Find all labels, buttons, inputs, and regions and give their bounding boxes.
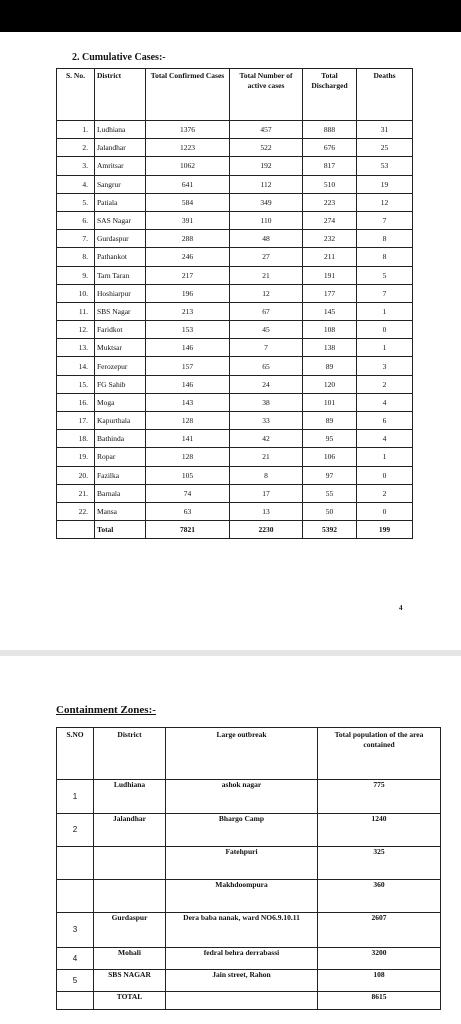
cell-discharged: 817	[303, 157, 357, 175]
cell-discharged: 95	[303, 430, 357, 448]
table-header-row	[57, 69, 413, 121]
cell-active: 67	[230, 302, 303, 320]
cell-confirmed: 1223	[146, 139, 230, 157]
cell-outbreak: Jain street, Rahon	[166, 970, 318, 992]
cell-sno: 11.	[57, 302, 95, 320]
cell-sno: 3	[57, 913, 94, 948]
cell-confirmed: 196	[146, 284, 230, 302]
cell-confirmed: 153	[146, 321, 230, 339]
cell-district: Gurdaspur	[94, 913, 166, 948]
table-row	[57, 393, 413, 411]
table-row	[57, 157, 413, 175]
top-black-bar	[0, 0, 461, 32]
cell-discharged: 211	[303, 248, 357, 266]
cell-district: Tarn Taran	[95, 266, 146, 284]
cell-sno: 4.	[57, 175, 95, 193]
list-item	[57, 847, 441, 880]
list-item	[57, 880, 441, 913]
cell-deaths: 0	[357, 321, 413, 339]
cell-district: Patiala	[95, 193, 146, 211]
cell-confirmed: 584	[146, 193, 230, 211]
cell-district	[94, 847, 166, 880]
cell-active: 349	[230, 193, 303, 211]
cell-deaths: 7	[357, 284, 413, 302]
table-row	[57, 193, 413, 211]
cell-district: Kapurthala	[95, 412, 146, 430]
table-row	[57, 466, 413, 484]
list-item	[57, 780, 441, 814]
cell-confirmed: 141	[146, 430, 230, 448]
total-active: 2230	[230, 521, 303, 539]
cell-deaths: 2	[357, 484, 413, 502]
cell-outbreak: Makhdoompura	[166, 880, 318, 913]
header-district: District	[94, 728, 166, 780]
cell-confirmed: 217	[146, 266, 230, 284]
cell-confirmed: 246	[146, 248, 230, 266]
cell-discharged: 120	[303, 375, 357, 393]
cell-sno: 1	[57, 780, 94, 814]
containment-total-row	[57, 992, 441, 1010]
cell-district: Jalandhar	[95, 139, 146, 157]
containment-header-row	[57, 728, 441, 780]
cell-confirmed: 391	[146, 211, 230, 229]
cell-sno: 5	[57, 970, 94, 992]
cell-sno: 17.	[57, 412, 95, 430]
table-row	[57, 339, 413, 357]
cell-sno: 22.	[57, 502, 95, 520]
cell-active: 21	[230, 448, 303, 466]
header-population: Total population of the area contained	[318, 728, 441, 780]
cell-deaths: 19	[357, 175, 413, 193]
cell-discharged: 191	[303, 266, 357, 284]
cell-deaths: 1	[357, 339, 413, 357]
total-deaths: 199	[357, 521, 413, 539]
cell-district: Barnala	[95, 484, 146, 502]
containment-total-label: TOTAL	[94, 992, 166, 1010]
cell-deaths: 8	[357, 248, 413, 266]
cell-sno: 6.	[57, 211, 95, 229]
cell-district: Jalandhar	[94, 814, 166, 847]
cell-district: Faridkot	[95, 321, 146, 339]
cell-district: Fazilka	[95, 466, 146, 484]
total-discharged: 5392	[303, 521, 357, 539]
total-row	[57, 521, 413, 539]
table-row	[57, 211, 413, 229]
cell-deaths: 8	[357, 230, 413, 248]
cell-confirmed: 128	[146, 448, 230, 466]
cell-confirmed: 63	[146, 502, 230, 520]
list-item	[57, 913, 441, 948]
cell-district: Ludhiana	[94, 780, 166, 814]
table-row	[57, 121, 413, 139]
cell-population: 325	[318, 847, 441, 880]
table-row	[57, 266, 413, 284]
cell-active: 33	[230, 412, 303, 430]
cell-deaths: 6	[357, 412, 413, 430]
cell-discharged: 50	[303, 502, 357, 520]
header-deaths: Deaths	[357, 69, 413, 121]
containment-total-value: 8615	[318, 992, 441, 1010]
cell-district: Amritsar	[95, 157, 146, 175]
cell-district: Pathankot	[95, 248, 146, 266]
cell-discharged: 89	[303, 357, 357, 375]
cell-confirmed: 1376	[146, 121, 230, 139]
cell-population: 2607	[318, 913, 441, 948]
cell-active: 457	[230, 121, 303, 139]
cell-active: 48	[230, 230, 303, 248]
cell-discharged: 106	[303, 448, 357, 466]
header-district: District	[95, 69, 146, 121]
containment-zones-table	[56, 727, 441, 1010]
cell-sno: 1.	[57, 121, 95, 139]
cell-district: Ropar	[95, 448, 146, 466]
cell-confirmed: 146	[146, 339, 230, 357]
cell-sno: 7.	[57, 230, 95, 248]
cell-confirmed: 74	[146, 484, 230, 502]
cell-sno: 8.	[57, 248, 95, 266]
cell-sno: 12.	[57, 321, 95, 339]
cell-discharged: 89	[303, 412, 357, 430]
cell-deaths: 0	[357, 502, 413, 520]
cell-deaths: 4	[357, 393, 413, 411]
table-row	[57, 248, 413, 266]
table-row	[57, 502, 413, 520]
cell-active: 42	[230, 430, 303, 448]
table-row	[57, 321, 413, 339]
cell-district: Mansa	[95, 502, 146, 520]
cell-active: 27	[230, 248, 303, 266]
list-item	[57, 970, 441, 992]
total-confirmed: 7821	[146, 521, 230, 539]
cell-district: Moga	[95, 393, 146, 411]
cell-sno	[57, 880, 94, 913]
cell-population: 1240	[318, 814, 441, 847]
header-outbreak: Large outbreak	[166, 728, 318, 780]
table-row	[57, 139, 413, 157]
cell-active: 17	[230, 484, 303, 502]
cell-district: Hoshiarpur	[95, 284, 146, 302]
cumulative-cases-table	[56, 68, 413, 539]
cell-sno: 18.	[57, 430, 95, 448]
cell-discharged: 138	[303, 339, 357, 357]
cell-active: 192	[230, 157, 303, 175]
header-active: Total Number of active cases	[230, 69, 303, 121]
cell-district: SAS Nagar	[95, 211, 146, 229]
cell-discharged: 676	[303, 139, 357, 157]
cell-deaths: 1	[357, 302, 413, 320]
cell-sno: 13.	[57, 339, 95, 357]
cell-deaths: 53	[357, 157, 413, 175]
cell-district: Gurdaspur	[95, 230, 146, 248]
cell-sno	[57, 847, 94, 880]
table-row	[57, 430, 413, 448]
cell-sno: 4	[57, 948, 94, 970]
cell-discharged: 55	[303, 484, 357, 502]
cell-discharged: 223	[303, 193, 357, 211]
cell-outbreak: Bhargo Camp	[166, 814, 318, 847]
cell-outbreak: ashok nagar	[166, 780, 318, 814]
cell-district: Sangrur	[95, 175, 146, 193]
table-row	[57, 284, 413, 302]
cell-outbreak: fedral behra derrabassi	[166, 948, 318, 970]
cell-confirmed: 1062	[146, 157, 230, 175]
cell-sno: 14.	[57, 357, 95, 375]
document-page-4	[0, 32, 461, 650]
cell-confirmed: 213	[146, 302, 230, 320]
cell-confirmed: 105	[146, 466, 230, 484]
cell-deaths: 5	[357, 266, 413, 284]
cell-discharged: 177	[303, 284, 357, 302]
cell-discharged: 510	[303, 175, 357, 193]
table-row	[57, 230, 413, 248]
section-title: 2. Cumulative Cases:-	[72, 52, 166, 63]
cell-deaths: 7	[357, 211, 413, 229]
cell-sno: 19.	[57, 448, 95, 466]
cell-district: Muktsar	[95, 339, 146, 357]
cell-deaths: 2	[357, 375, 413, 393]
cell-active: 38	[230, 393, 303, 411]
cell-deaths: 4	[357, 430, 413, 448]
cell-population: 775	[318, 780, 441, 814]
cell-deaths: 31	[357, 121, 413, 139]
cell-sno: 3.	[57, 157, 95, 175]
cell-active: 65	[230, 357, 303, 375]
cell-district: Ferozepur	[95, 357, 146, 375]
cell-deaths: 12	[357, 193, 413, 211]
cell-outbreak: Dera baba nanak, ward NO6.9.10.11	[166, 913, 318, 948]
cell-active: 45	[230, 321, 303, 339]
header-sno: S.NO	[57, 728, 94, 780]
cell-deaths: 0	[357, 466, 413, 484]
cell-sno: 2.	[57, 139, 95, 157]
list-item	[57, 814, 441, 847]
cell-confirmed: 288	[146, 230, 230, 248]
cell-active: 522	[230, 139, 303, 157]
header-sno: S. No.	[57, 69, 95, 121]
cell-confirmed: 143	[146, 393, 230, 411]
cell-district: SBS NAGAR	[94, 970, 166, 992]
cell-population: 3200	[318, 948, 441, 970]
cell-discharged: 145	[303, 302, 357, 320]
cell-discharged: 888	[303, 121, 357, 139]
cell-discharged: 232	[303, 230, 357, 248]
cell-sno: 15.	[57, 375, 95, 393]
table-row	[57, 484, 413, 502]
cell-district: Bathinda	[95, 430, 146, 448]
cell-discharged: 108	[303, 321, 357, 339]
list-item	[57, 948, 441, 970]
cell-discharged: 274	[303, 211, 357, 229]
cell-active: 8	[230, 466, 303, 484]
table-row	[57, 302, 413, 320]
header-discharged: Total Discharged	[303, 69, 357, 121]
cell-sno: 2	[57, 814, 94, 847]
cell-sno: 21.	[57, 484, 95, 502]
cell-district: FG Sahib	[95, 375, 146, 393]
cell-sno: 5.	[57, 193, 95, 211]
cell-active: 112	[230, 175, 303, 193]
cell-confirmed: 641	[146, 175, 230, 193]
cell-active: 110	[230, 211, 303, 229]
total-label: Total	[95, 521, 146, 539]
cell-sno: 10.	[57, 284, 95, 302]
table-row	[57, 448, 413, 466]
table-row	[57, 412, 413, 430]
cell-district	[94, 880, 166, 913]
cell-deaths: 25	[357, 139, 413, 157]
table-row	[57, 375, 413, 393]
header-confirmed: Total Confirmed Cases	[146, 69, 230, 121]
cell-active: 7	[230, 339, 303, 357]
cell-active: 13	[230, 502, 303, 520]
cell-active: 21	[230, 266, 303, 284]
cell-confirmed: 157	[146, 357, 230, 375]
cell-sno: 16.	[57, 393, 95, 411]
cell-sno: 9.	[57, 266, 95, 284]
cell-deaths: 1	[357, 448, 413, 466]
containment-title: Containment Zones:-	[56, 704, 156, 716]
cell-outbreak: Fatehpuri	[166, 847, 318, 880]
cell-discharged: 101	[303, 393, 357, 411]
table-row	[57, 175, 413, 193]
cell-confirmed: 128	[146, 412, 230, 430]
cell-active: 12	[230, 284, 303, 302]
table-row	[57, 357, 413, 375]
cell-district: SBS Nagar	[95, 302, 146, 320]
cell-confirmed: 146	[146, 375, 230, 393]
cell-district: Mohali	[94, 948, 166, 970]
cell-active: 24	[230, 375, 303, 393]
page-number: 4	[399, 604, 403, 612]
cell-deaths: 3	[357, 357, 413, 375]
cell-district: Ludhiana	[95, 121, 146, 139]
cell-population: 108	[318, 970, 441, 992]
cell-population: 360	[318, 880, 441, 913]
cell-discharged: 97	[303, 466, 357, 484]
cell-sno: 20.	[57, 466, 95, 484]
document-page-5	[0, 656, 461, 1024]
